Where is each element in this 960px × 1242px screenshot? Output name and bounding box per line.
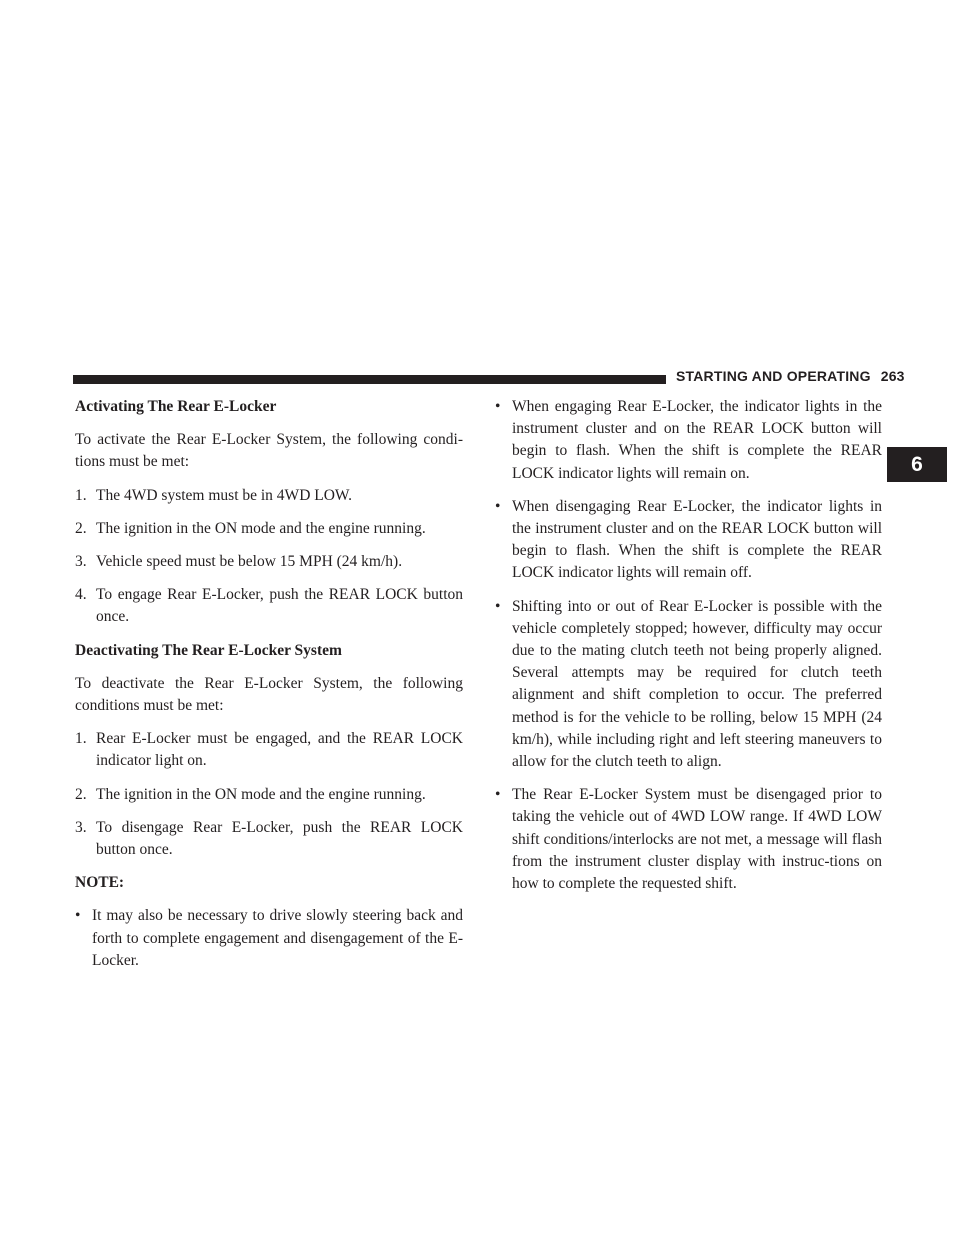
item-number: 2. — [75, 519, 87, 537]
activating-intro: To activate the Rear E-Locker System, the following condi-tions must be met: — [75, 431, 463, 471]
item-text: Vehicle speed must be below 15 MPH (24 km/h). — [96, 553, 403, 571]
section-heading-deactivating: Deactivating The Rear E-Locker System — [75, 641, 342, 659]
item-text: The 4WD system must be in 4WD LOW. — [96, 486, 352, 504]
list-item — [75, 485, 463, 507]
note-label: NOTE: — [75, 874, 125, 892]
item-number: 1. — [75, 486, 87, 504]
list-item — [75, 584, 463, 628]
list-item — [75, 518, 463, 540]
item-number: 1. — [75, 730, 87, 748]
item-number: 2. — [75, 785, 87, 803]
bullet-text: When disengaging Rear E-Locker, the indicator lights in the instrument cluster and on the REAR LOCK button will begin to flash. When the shift is complete the REAR LOCK indicator lights will remain off. — [512, 497, 882, 582]
list-item — [75, 817, 463, 861]
header-rule — [73, 375, 666, 384]
section-heading-activating: Activating The Rear E-Locker — [75, 398, 277, 415]
list-item — [495, 396, 882, 485]
list-item — [495, 496, 882, 585]
deactivating-steps — [75, 728, 463, 861]
bullet-text: Shifting into or out of Rear E-Locker is possible with the vehicle completely stopped; however, difficulty may occur due to the mating clutch teeth not being properly aligned. Several attempts may be required for clutch teeth alignment and shift completion to occur. The preferred method is for the vehicle to be rolling, below 15 MPH (24 km/h), while including right and left steering maneuvers to allow for the clutch teeth to align. — [512, 597, 882, 771]
item-text: The ignition in the ON mode and the engine running. — [96, 519, 426, 537]
item-text: To engage Rear E-Locker, push the REAR LOCK button once. — [96, 586, 463, 626]
list-item — [495, 784, 882, 895]
activating-steps — [75, 485, 463, 629]
right-column — [495, 396, 882, 906]
bullet-text: When engaging Rear E-Locker, the indicator lights in the instrument cluster and on the REAR LOCK button will begin to flash. When the shift is complete the REAR LOCK indicator lights will remain on. — [512, 398, 882, 482]
list-item — [495, 596, 882, 774]
deactivating-intro: To deactivate the Rear E-Locker System, the following conditions must be met: — [75, 674, 463, 715]
chapter-tab: 6 — [887, 447, 947, 482]
left-column — [75, 396, 463, 983]
bullet-dot: • — [495, 497, 501, 515]
section-title: STARTING AND OPERATING — [676, 368, 871, 384]
list-item — [75, 551, 463, 573]
note-bullet — [75, 905, 463, 972]
item-number: 3. — [75, 818, 87, 836]
running-header — [676, 368, 905, 384]
bullet-dot: • — [495, 597, 501, 615]
bullet-dot: • — [495, 398, 501, 415]
page-number: 263 — [880, 368, 905, 384]
item-number: 4. — [75, 586, 87, 604]
bullet-text: The Rear E-Locker System must be disengaged prior to taking the vehicle out of 4WD LOW range. If 4WD LOW shift conditions/interlocks are not met, a message will flash from the instrument cluster display with instruc-tions on how to complete the requested shift. — [512, 786, 882, 893]
bullet-text: It may also be necessary to drive slowly steering back and forth to complete engagement and disengagement of the E-Locker. — [92, 907, 463, 969]
list-item — [75, 784, 463, 806]
item-text: To disengage Rear E-Locker, push the REAR LOCK button once. — [96, 818, 463, 859]
item-number: 3. — [75, 553, 87, 571]
bullet-dot: • — [75, 907, 81, 925]
item-text: The ignition in the ON mode and the engine running. — [96, 785, 426, 803]
item-text: Rear E-Locker must be engaged, and the REAR LOCK indicator light on. — [96, 730, 463, 770]
list-item — [75, 728, 463, 772]
bullet-dot: • — [495, 786, 501, 804]
